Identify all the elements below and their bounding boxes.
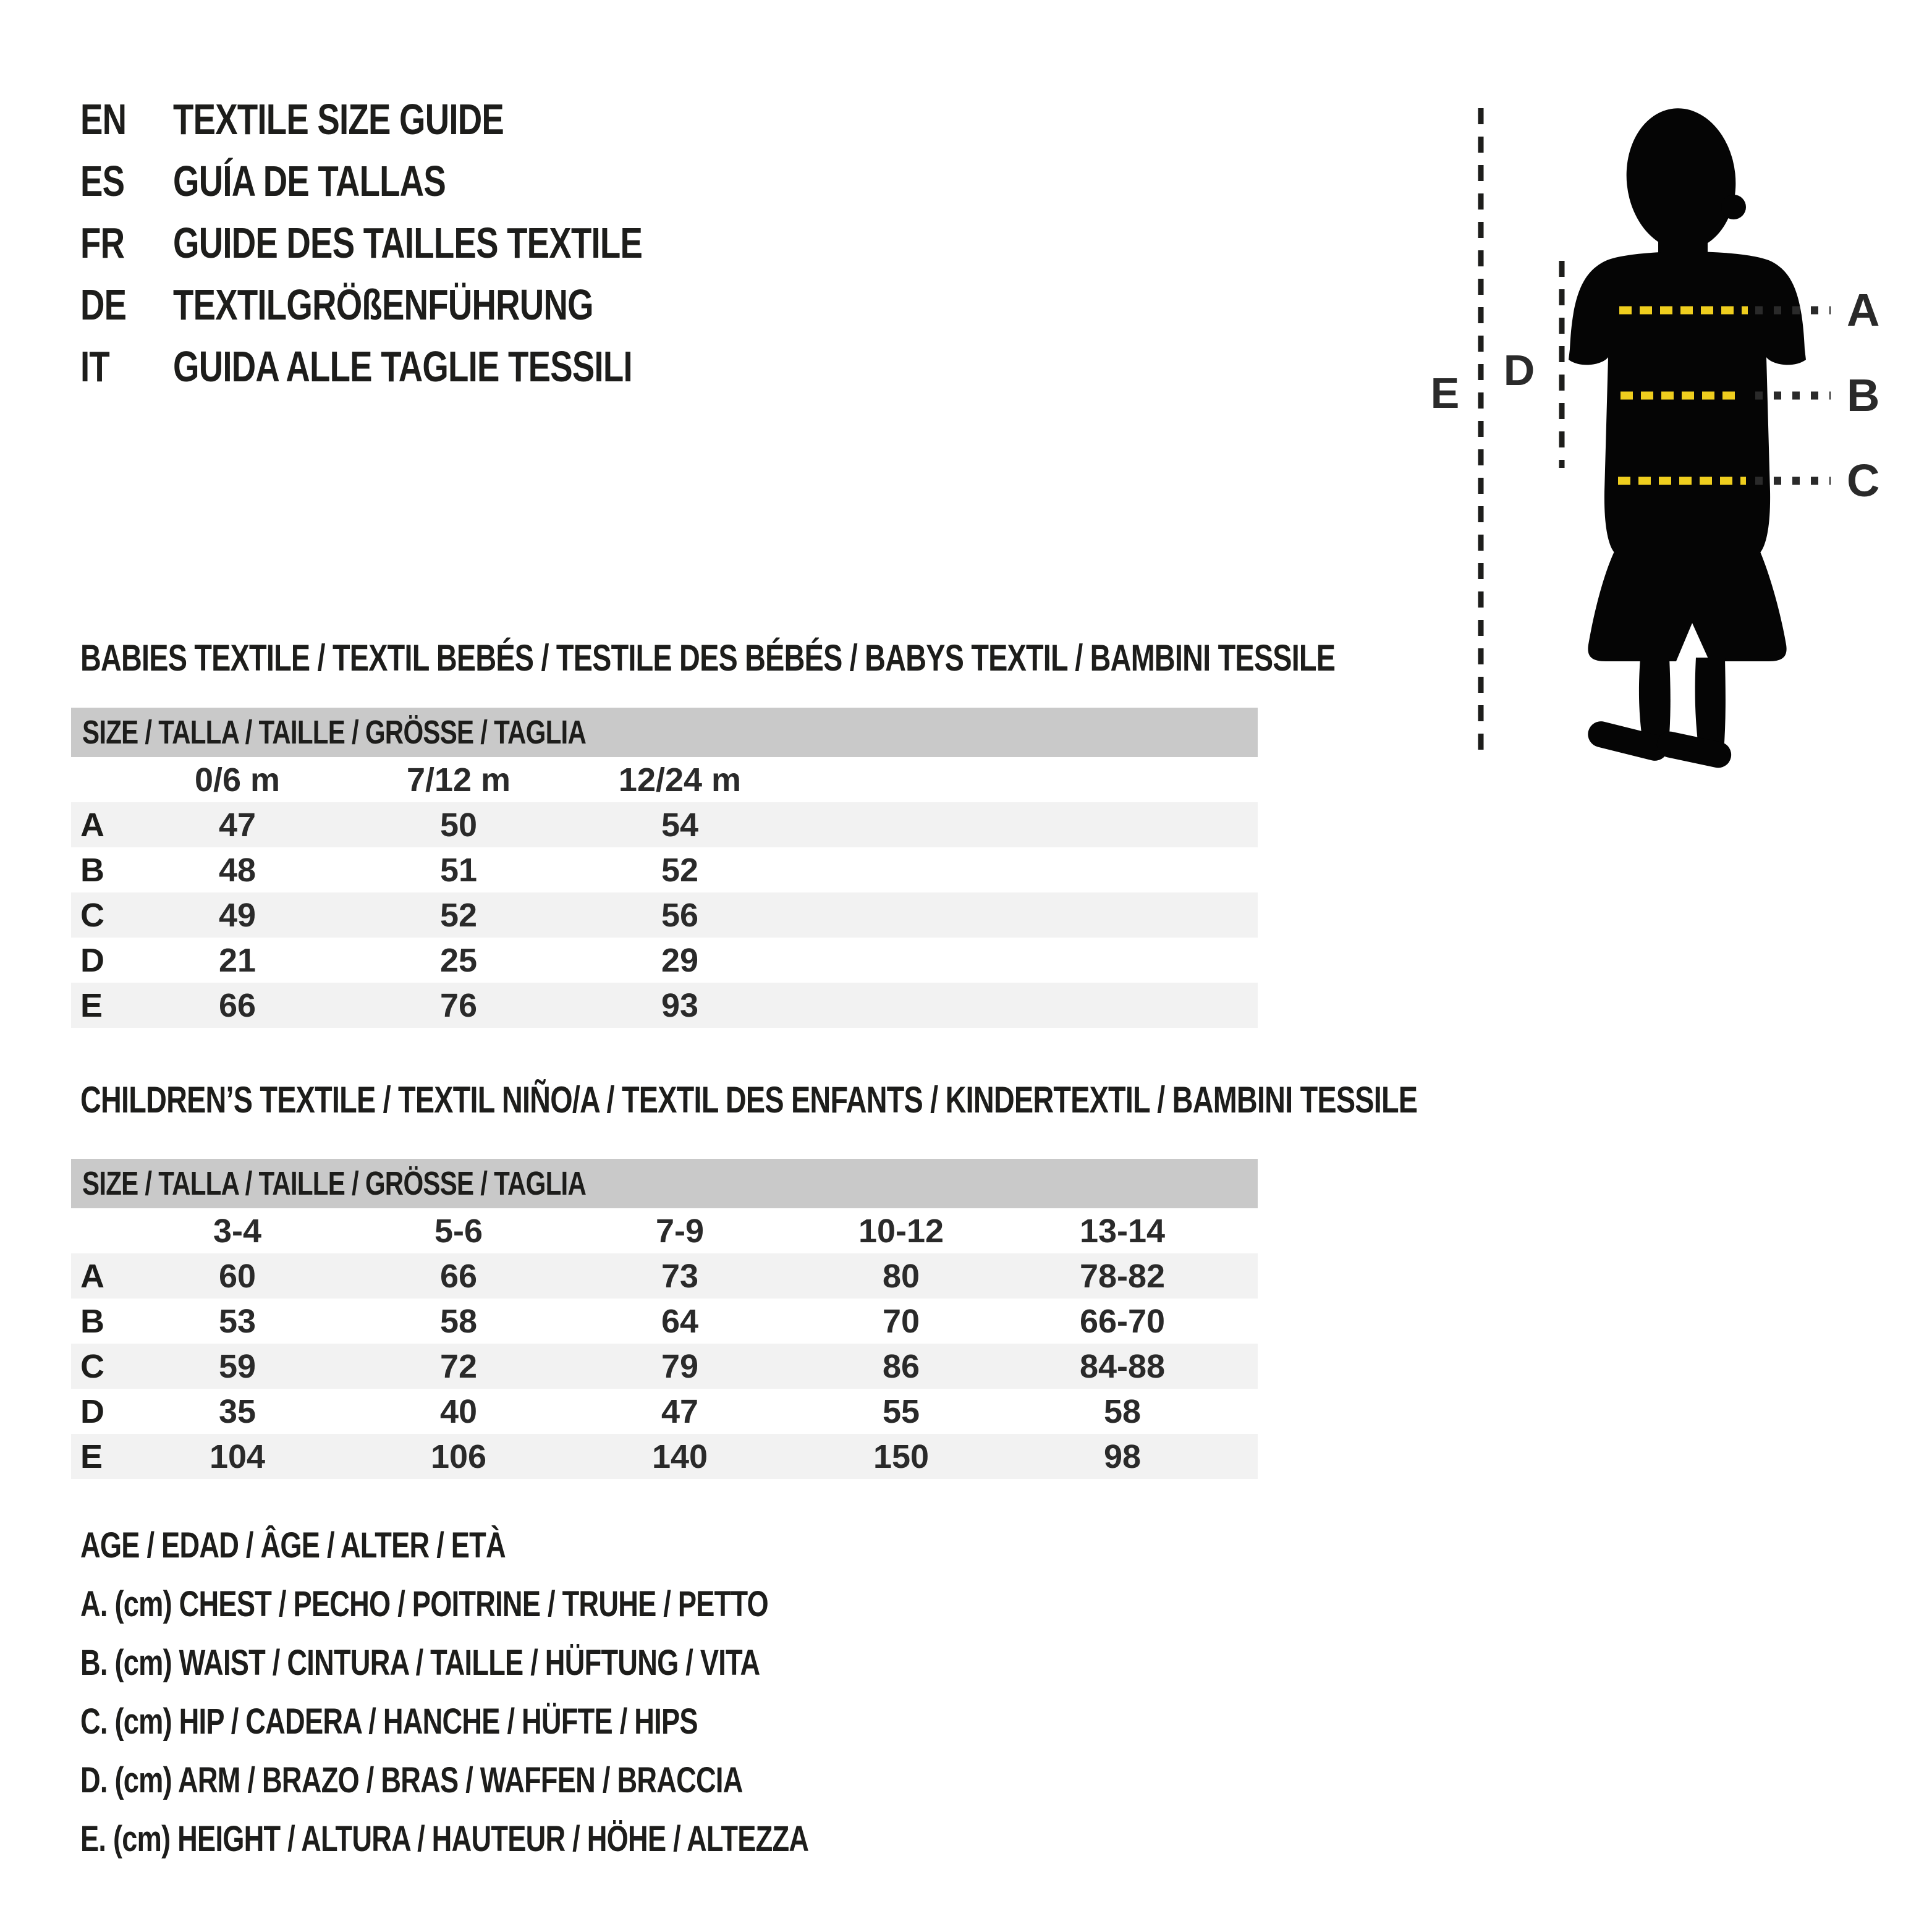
language-label: TEXTILE SIZE GUIDE <box>173 95 504 143</box>
language-label: GUIDA ALLE TAGLIE TESSILI <box>173 342 632 391</box>
table-cell: 52 <box>661 851 699 889</box>
babies-section-title <box>80 635 1689 681</box>
legend-line-text: E. (cm) HEIGHT / ALTURA / HAUTEUR / HÖHE / ALTEZZA <box>80 1819 809 1859</box>
language-code-text: EN <box>80 95 127 143</box>
legend-line-text: C. (cm) HIP / CADERA / HANCHE / HÜFTE / HIPS <box>80 1701 698 1742</box>
language-code <box>80 279 173 331</box>
table-cell: 35 <box>218 1392 256 1430</box>
table-cell: 104 <box>209 1438 266 1475</box>
language-code-text: FR <box>80 219 125 267</box>
language-row <box>80 93 597 145</box>
table-cell: 80 <box>882 1257 920 1295</box>
language-code-text: IT <box>80 342 109 391</box>
table-cell: 98 <box>1103 1438 1142 1475</box>
table-cell: 86 <box>882 1347 920 1385</box>
babies-section-title-text: BABIES TEXTILE / TEXTIL BEBÉS / TESTILE DES BÉBÉS / BABYS TEXTIL / BAMBINI TESSILE <box>80 637 1336 679</box>
table-cell: 55 <box>882 1392 920 1430</box>
table-cell: 47 <box>661 1392 699 1430</box>
row-label: E <box>80 1438 103 1475</box>
table-cell: 51 <box>439 851 478 889</box>
children-section-title <box>80 1077 1794 1123</box>
legend-line-age <box>80 1524 625 1567</box>
table-cell: 84-88 <box>1079 1347 1166 1385</box>
language-row <box>80 217 774 269</box>
silhouette-right-leg <box>1695 658 1726 752</box>
row-label: D <box>80 941 104 979</box>
row-label: A <box>80 1257 104 1295</box>
table-cell: 47 <box>218 806 256 844</box>
table-cell: 54 <box>661 806 699 844</box>
waist-label: B <box>1847 370 1880 421</box>
height-label: E <box>1430 369 1460 417</box>
table-row <box>71 1299 1258 1344</box>
table-cell: 66 <box>439 1257 478 1295</box>
column-header: 12/24 m <box>618 761 742 799</box>
legend-line-text: D. (cm) ARM / BRAZO / BRAS / WAFFEN / BRACCIA <box>80 1760 743 1800</box>
table-cell: 49 <box>218 896 256 934</box>
legend-line-hip <box>80 1700 871 1743</box>
table-cell: 150 <box>873 1438 930 1475</box>
table-row <box>71 983 1258 1028</box>
table-cell: 76 <box>439 986 478 1024</box>
table-row <box>71 847 1258 892</box>
table-cell: 59 <box>218 1347 256 1385</box>
language-code-text: ES <box>80 157 125 205</box>
table-cell: 64 <box>661 1302 699 1340</box>
table-cell: 66 <box>218 986 256 1024</box>
table-cell: 21 <box>218 941 256 979</box>
legend-line-text: A. (cm) CHEST / PECHO / POITRINE / TRUHE / PETTO <box>80 1584 768 1624</box>
table-cell: 58 <box>1103 1392 1142 1430</box>
column-header: 3-4 <box>213 1212 262 1250</box>
table-row <box>71 938 1258 983</box>
language-code <box>80 217 173 269</box>
table-cell: 52 <box>439 896 478 934</box>
row-label: D <box>80 1392 104 1430</box>
table-row <box>71 1389 1258 1434</box>
arm-label: D <box>1503 346 1535 394</box>
table-cell: 53 <box>218 1302 256 1340</box>
column-header: 7/12 m <box>406 761 511 799</box>
table-row <box>71 1434 1258 1479</box>
measurement-diagram <box>1421 93 1932 785</box>
language-code <box>80 155 173 207</box>
table-cell: 58 <box>439 1302 478 1340</box>
language-label: GUÍA DE TALLAS <box>173 157 446 205</box>
column-header: 0/6 m <box>194 761 281 799</box>
table-cell: 106 <box>430 1438 487 1475</box>
table-cell: 140 <box>651 1438 708 1475</box>
table-cell: 93 <box>661 986 699 1024</box>
table-row <box>71 1344 1258 1389</box>
babies-table-column-headers <box>71 757 1258 802</box>
table-cell: 60 <box>218 1257 256 1295</box>
language-code <box>80 93 173 145</box>
children-table-header-bar <box>71 1159 1258 1208</box>
chest-label: A <box>1847 284 1880 336</box>
language-label: GUIDE DES TAILLES TEXTILE <box>173 219 643 267</box>
row-label: C <box>80 896 104 934</box>
table-cell: 48 <box>218 851 256 889</box>
table-cell: 50 <box>439 806 478 844</box>
children-section-title-text: CHILDREN’S TEXTILE / TEXTIL NIÑO/A / TEXTIL DES ENFANTS / KINDERTEXTIL / BAMBINI TESSILE <box>80 1079 1418 1121</box>
table-cell: 70 <box>882 1302 920 1340</box>
table-row <box>71 802 1258 847</box>
hip-label: C <box>1847 455 1880 506</box>
row-label: A <box>80 806 104 844</box>
language-row <box>80 155 522 207</box>
table-row <box>71 892 1258 938</box>
row-label: B <box>80 851 104 889</box>
language-label: TEXTILGRÖßENFÜHRUNG <box>173 281 593 329</box>
column-header: 7-9 <box>655 1212 705 1250</box>
legend-line-arm <box>80 1759 930 1802</box>
language-row <box>80 279 712 331</box>
row-label: B <box>80 1302 104 1340</box>
babies-table-header-bar <box>71 708 1258 757</box>
table-cell: 66-70 <box>1079 1302 1166 1340</box>
legend-line-height <box>80 1818 1014 1861</box>
table-cell: 29 <box>661 941 699 979</box>
children-table-column-headers <box>71 1208 1258 1253</box>
table-cell: 73 <box>661 1257 699 1295</box>
column-header: 5-6 <box>434 1212 483 1250</box>
table-cell: 40 <box>439 1392 478 1430</box>
table-row <box>71 1253 1258 1299</box>
babies-table-header-text: SIZE / TALLA / TAILLE / GRÖSSE / TAGLIA <box>82 714 587 751</box>
legend-line-text: AGE / EDAD / ÂGE / ALTER / ETÀ <box>80 1525 506 1566</box>
language-row <box>80 341 761 392</box>
legend-line-text: B. (cm) WAIST / CINTURA / TAILLE / HÜFTUNG / VITA <box>80 1643 760 1683</box>
silhouette-ear <box>1721 195 1746 219</box>
silhouette-shirt <box>1569 252 1806 553</box>
table-cell: 79 <box>661 1347 699 1385</box>
row-label: E <box>80 986 103 1024</box>
column-header: 13-14 <box>1079 1212 1166 1250</box>
table-cell: 25 <box>439 941 478 979</box>
legend-line-chest <box>80 1583 962 1626</box>
table-cell: 56 <box>661 896 699 934</box>
table-cell: 78-82 <box>1079 1257 1166 1295</box>
language-code <box>80 341 173 392</box>
row-label: C <box>80 1347 104 1385</box>
legend-line-waist <box>80 1642 952 1685</box>
column-header: 10-12 <box>858 1212 944 1250</box>
children-table-header-text: SIZE / TALLA / TAILLE / GRÖSSE / TAGLIA <box>82 1165 587 1202</box>
language-code-text: DE <box>80 281 127 329</box>
table-cell: 72 <box>439 1347 478 1385</box>
